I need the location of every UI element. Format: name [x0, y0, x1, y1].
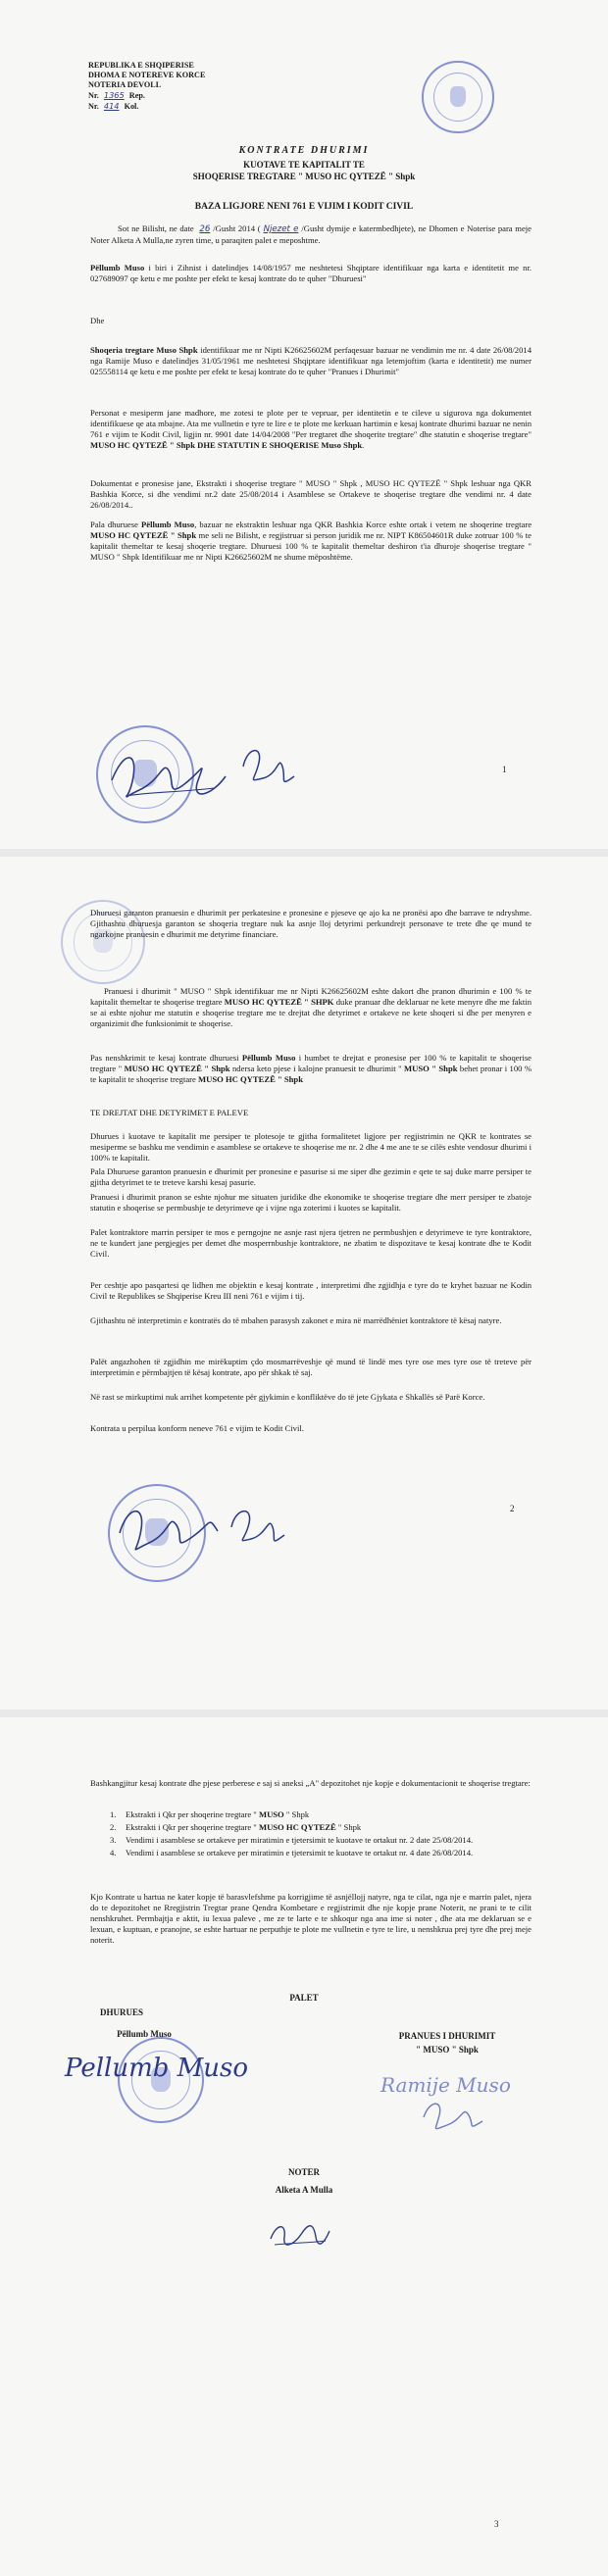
receiver-paragraph: Shoqeria tregtare Muso Shpk identifikuar me nr Nipti K26625602M perfaqesuar bazuar ne vendimin me nr. 4 date 26/08/2014 nga Ramije Muso e datelindjes 31/05/1961 me neshtetesi Shqiptare identifikuar nga letemjoftim (karta e identitetit) me numer 025558114 qe ketu e me poshte per efekt te kesaj kontrate do te quher "Pranues i Dhurimit"	[90, 345, 532, 376]
donor-handwritten-signature	[59, 2037, 255, 2096]
disputes-paragraph-3: Palët angazhohen të zgjidhin me mirëkuptim çdo mosmarrëveshje që mund të lindë mes tyre ose mes tyre ose të treteve për interpretimin e përmbajtjen të kësaj kontrate, apo për shkak të saj.	[90, 1357, 532, 1377]
conformity-paragraph: Kontrata u perpilua konform neneve 761 e vijim te Kodit Civil.	[90, 1423, 304, 1433]
copies-paragraph: Kjo Kontrate u hartua ne kater kopje të barasvlefshme pa korrigjime të asnjëllojj natyre, nga te cilat, nga nje e marrin palet, njera do te depozitohet ne Rregjistrin Tregtar prane Qendra Kombetare e regjistrimit dhe nje kopje prane Noterit, ne prani te te cilit nenshkruhet. Permbajtja e aktit, iu lexua paleve , me ze te larte e te shkoqur nga ana ime si noter , dhe ata me deklaruan se e lexuan, e kuptuan, e pranojne, se eshte hartuar ne perputhje te plote me vullnetin e tyre te lire, u nenshkrua prej tyre dhe prej meje noterit.	[90, 1892, 532, 1945]
disputes-paragraph-1: Per ceshtje apo pasqartesi qe lidhen me objektin e kesaj kontrate , interpretimi dhe zgjidhja e tyre do te kryhet bazuar ne Kodin Civil te Republikes se Shqiperise Kreu III neni 761 e vijim i tij.	[90, 1280, 532, 1301]
page-number-1: 1	[502, 765, 507, 774]
notary-label: NOTER	[287, 2167, 320, 2177]
header-kol-number: Nr. 414 Kol.	[88, 101, 139, 111]
document-page-2	[0, 857, 608, 1709]
header-republic: REPUBLIKA E SHQIPERISE	[88, 61, 194, 70]
disputes-paragraph-2: Gjithashtu në interpretimin e kontratës do të mbahen parasysh zakonet e mira në marrëdhëniet kontraktore të kësaj natyre.	[90, 1315, 502, 1325]
receiver-label: PRANUES I DHURIMIT	[398, 2031, 496, 2041]
attachment-paragraph: Bashkangjitur kesaj kontrate dhe pjese perberese e saj si aneksi „A" depozitohet nje kopje e dokumentacionit te shoqerise tregtare:	[90, 1778, 531, 1788]
kol-number-value: 414	[103, 101, 120, 111]
donor-ownership-paragraph: Pala dhuruese Pëllumb Muso, bazuar ne ekstraktin leshuar nga QKR Bashkia Korce eshte ortak i vetem ne shoqerine tregtare MUSO HC QYTEZË " Shpk me seli ne Bilisht, e regjistruar si person juridik me nr. NIPT K86504601R duke zotruar 100 % te kapitalit themeltar te kesaj shoqerie tregtare. Dhuruesi 100 % te kapitalit themeltar deshiron t'ia dhuroje shoqerise tregtare " MUSO " Shpk Identifikuar me nr Nipti K26625602M ne shume mëposhtëme.	[90, 520, 532, 562]
notary-signature	[265, 2215, 333, 2251]
donor-signature-page1	[104, 741, 231, 810]
document-page-3	[0, 1717, 608, 2576]
post-signing-paragraph: Pas nenshkrimit te kesaj kontrate dhuruesi Pëllumb Muso i humbet te drejtat e pronesise per 100 % te kapitalit te shoqerise tregtare " MUSO HC QYTEZË " Shpk ndersa keto pjese i kalojne pranuesit te dhurimit " MUSO " Shpk behet pronar i 100 % te kapitalit te shoqerise tregtare MUSO HC QYTEZË " Shpk	[90, 1053, 532, 1084]
list-item: 2. Ekstrakti i Qkr per shoqerine tregtare " MUSO HC QYTEZË " Shpk	[110, 1822, 362, 1832]
svg-text:Pellumb Muso: Pellumb Muso	[65, 2054, 249, 2083]
rights-paragraph-4: Palet kontraktore marrin persiper te mos e perngojne ne asnje rast njera tjetren ne permbushjen e detyrimeve te tyre kontraktore, ne te kundert jane pergjegjes per demet dhe mosperrnbushje kontraktore, ne zbatim te dispozitave te kesaj kontrate dhe te Kodit Civil.	[90, 1227, 532, 1259]
page-number-3: 3	[494, 2519, 499, 2529]
receiver-initials-page1	[233, 737, 304, 796]
and-word: Dhe	[90, 316, 105, 325]
list-item: 1. Ekstrakti i Qkr per shoqerine tregtare " MUSO " Shpk	[110, 1809, 310, 1819]
header-chamber: DHOMA E NOTEREVE KORCE	[88, 71, 206, 79]
handwritten-day: 26	[199, 224, 211, 234]
receiver-name-label: " MUSO " Shpk	[416, 2045, 479, 2055]
guarantee-paragraph: Dhuruesi garanton pranuesin e dhurimit per perkatesine e pronesine e pjeseve qe ajo ka ne pronësi apo dhe barrave te ndryshme. Gjithashtu dhuruesja garanton se shoqeria tregtare nuk ka asnje lloj detyrimi perkundrejt personave te trete dhe qe mund te ngarkojne pranuesin e dhurimit me detyrime financiare.	[90, 908, 532, 939]
document-page-1	[0, 0, 608, 849]
donor-paragraph: Pëllumb Muso i biri i Zihnist i datelindjes 14/08/1957 me neshtetesi Shqiptare identifikuar nga karta e identitetit me nr. 027689097 qe ketu e me poshte per efekt te kesaj kontrate do te quher "Dhuruesi"	[90, 263, 532, 283]
handwritten-day-words: Njezet e	[263, 224, 299, 234]
list-item: 3. Vendimi i asamblese se ortakeve per miratimin e tjetersimit te kuotave te ortakut nr. 2 date 25/08/2014.	[110, 1835, 474, 1845]
notary-name: Alketa A Mulla	[275, 2185, 333, 2195]
donor-label: DHURUES	[100, 2007, 144, 2017]
ownership-documents-paragraph: Dokumentat e pronesise jane, Ekstrakti i shoqerise tregtare " MUSO " Shpk , MUSO HC QYTEZË " Shpk leshuar nga QKR Bashkia Korce, si dhe vendimi nr.2 date 25/08/2014 i Asamblese se Ortakeve te shoqerise tregtare dhe vendimi nr. 4 date 26/08/2014..	[90, 478, 532, 510]
intro-paragraph: Sot ne Bilisht, ne date 26 /Gusht 2014 ( Njezet e /Gusht dymije e katermbedhjete), ne Dhomen e Noterise para meje Noter Alketa A Mulla,ne zyren time, u paraqiten palet e meposhtme.	[90, 223, 532, 245]
legal-basis: BAZA LIGJORE NENI 761 E VIJIM I KODIT CIVIL	[194, 202, 414, 212]
notary-seal-top	[422, 61, 494, 133]
contract-title: KONTRATE DHURIMI	[238, 145, 370, 156]
page-number-2: 2	[510, 1504, 515, 1513]
donor-name-label: Pëllumb Muso	[117, 2029, 172, 2039]
parties-title: PALET	[289, 1993, 319, 2003]
header-rep-number: Nr. 1365 Rep.	[88, 90, 145, 100]
receiver-acceptance-paragraph: Pranuesi i dhurimit " MUSO " Shpk identifikuar me nr Nipti K26625602M eshte dakort dhe pranon dhurimin e 100 % te kapitalit themeltar te shoqerise tregtare MUSO HC QYTEZË " SHPK duke pranuar dhe deklaruar ne kete menyre dhe me faktin se ai eshte njohur me statutin e shoqerise tregtare me te drejtat dhe detyrimet e ortakeve ne kete shoqeri si dhe per menyren e organizimit dhe funksionimit te shoqerise.	[90, 986, 532, 1028]
rights-heading: TE DREJTAT DHE DETYRIMET E PALEVE	[90, 1108, 249, 1117]
list-item: 4. Vendimi i asamblese se ortakeve per miratimin e tjetersimit te kuotave te ortakut nr. 4 date 26/08/2014.	[110, 1848, 474, 1858]
contract-subtitle-1: KUOTAVE TE KAPITALIT TE	[243, 160, 365, 170]
rep-number-value: 1365	[103, 90, 125, 100]
svg-text:Ramije Muso: Ramije Muso	[380, 2073, 511, 2097]
disputes-paragraph-4: Në rast se mirkuptimi nuk arrihet kompetente për gjykimin e konfliktëve do të jete Gjykata e Shkallës së Parë Korce.	[90, 1392, 485, 1402]
header-notary-office: NOTERIA DEVOLL	[88, 80, 162, 89]
receiver-company-name: Shoqeria tregtare Muso Shpk	[90, 345, 198, 355]
capacity-paragraph: Personat e mesiperm jane madhore, me zotesi te plote per te vepruar, per identitetin e te cileve u sigurova nga dokumentet identifikuese qe ata mbajne. Ata me vullnetin e tyre te lire e te plote me kerkuan hartimin e kesaj kontrate dhurimi bazuar ne nenin 761 e vijim te Kodit Civil, ligjin nr. 9901 date 14/04/2008 "Per tregtaret dhe shoqerite tregtare" dhe statutin e shoqerise tregtare" MUSO HC QYTEZË " Shpk DHE STATUTIN E SHOQERISE Muso Shpk.	[90, 408, 532, 450]
attachment-list	[110, 1809, 532, 1860]
notary-header	[88, 61, 205, 112]
receiver-handwritten-signature	[375, 2060, 532, 2139]
rights-paragraph-3: Pranuesi i dhurimit pranon se eshte njohur me situaten juridike dhe ekonomike te shoqerise tregtare dhe merr persiper te zbatoje statutin e shoqerise se permbushje te detyrimeve qe i vijne nga zoterimi i kuotes se kapitalit.	[90, 1192, 532, 1213]
donor-name: Pëllumb Muso	[90, 263, 145, 272]
rights-paragraph-1: Dhurues i kuotave te kapitalit me persiper te plotesoje te gjitha formalitetet ligjore per regjistrimin ne QKR te kontrates se mesiperme se bashku me vendimin e asamblese se ortakeve te shoqerise me nr. 2 dhe 4 me ane te se cilës eshte vendosur dhurimi i 100% te kapitalit.	[90, 1131, 532, 1163]
rights-paragraph-2: Pala Dhuruese garanton pranuesin e dhurimit per pronesine e pasurise si me siper dhe gezimin e qete te saj duke marre persiper te gjitha detyrimet te te treteve karshi kesaj pasurie.	[90, 1166, 532, 1187]
donor-signature-page2	[110, 1492, 228, 1562]
contract-subtitle-2: SHOQERISE TREGTARE " MUSO HC QYTEZË " Shpk	[192, 172, 416, 181]
receiver-initials-page2	[224, 1498, 292, 1553]
